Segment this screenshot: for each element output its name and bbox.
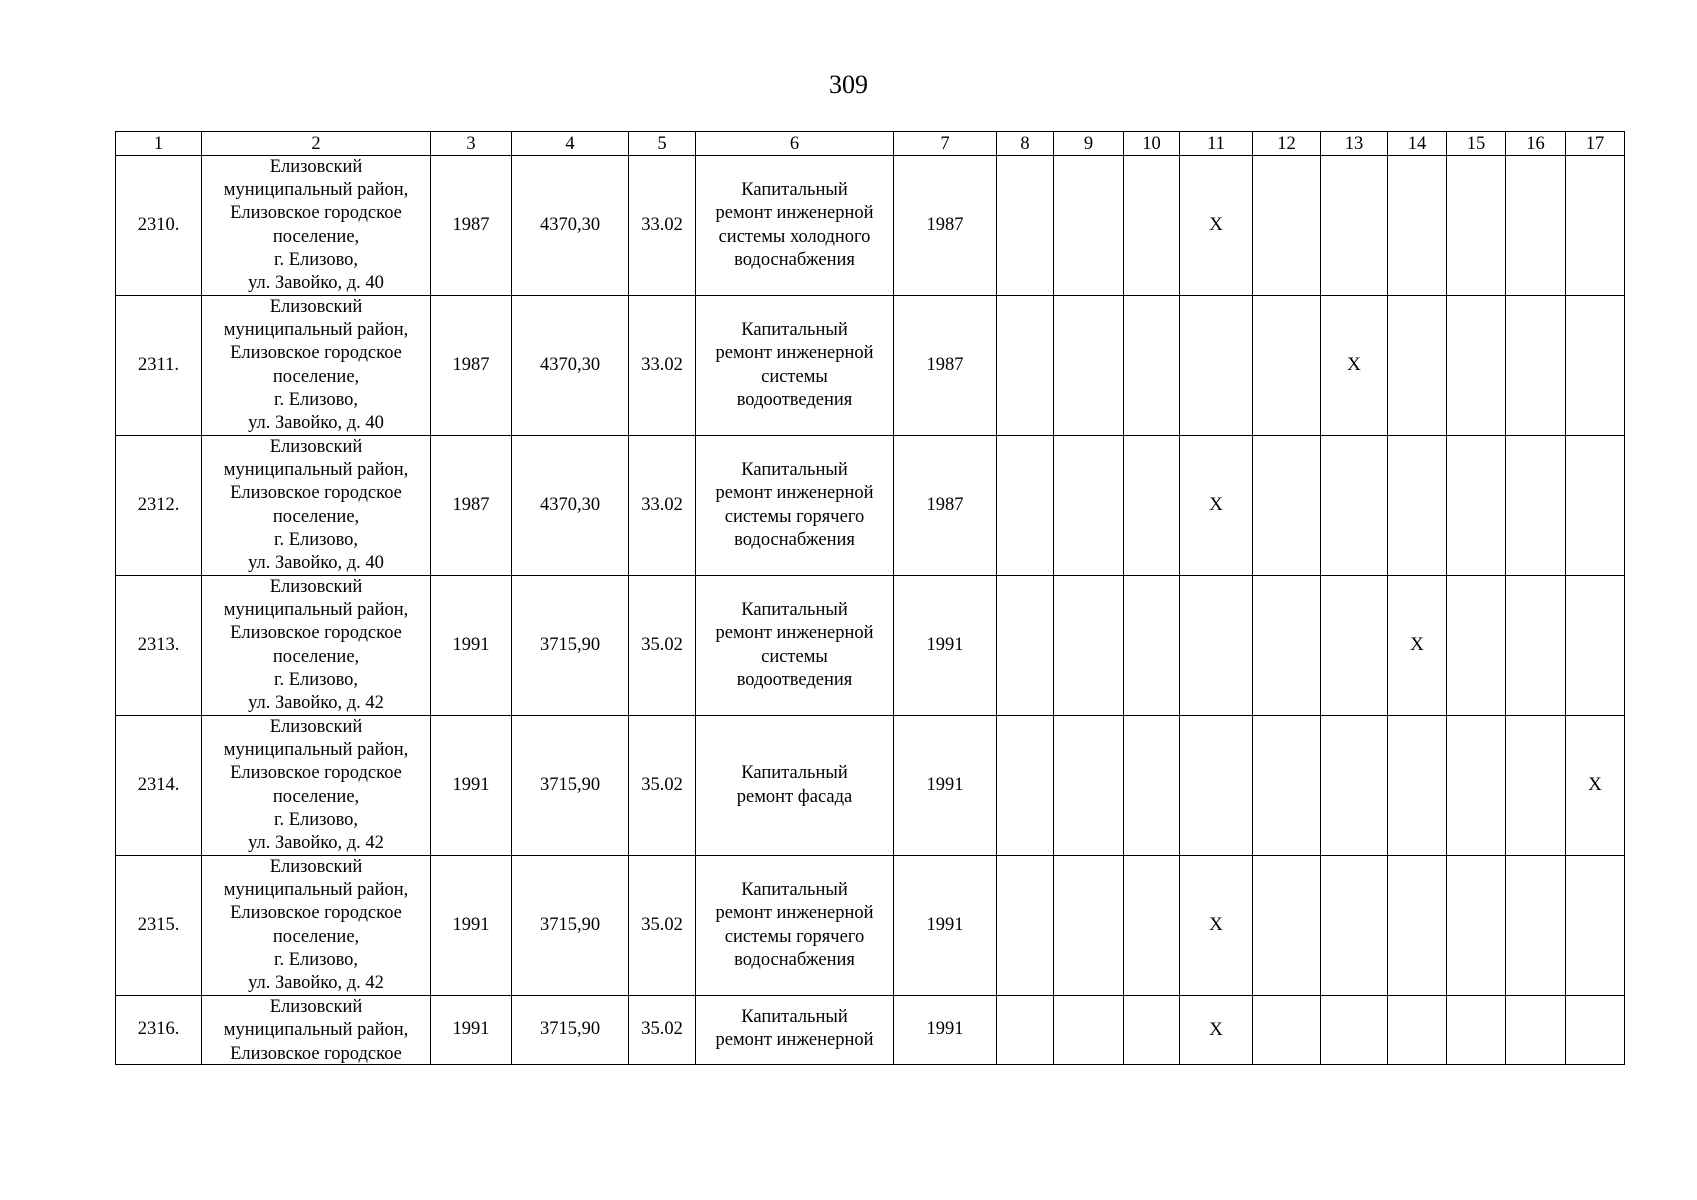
column-number-header: 17: [1566, 132, 1625, 156]
empty-cell-col-10: [1124, 996, 1180, 1065]
code-cell: 35.02: [629, 856, 696, 996]
column-number-header-row: [116, 132, 1625, 156]
empty-cell-col-11: [1180, 576, 1253, 716]
empty-cell-col-17: [1566, 296, 1625, 436]
empty-cell-col-16: [1506, 716, 1566, 856]
empty-cell-col-16: [1506, 436, 1566, 576]
empty-cell-col-17: [1566, 576, 1625, 716]
year-cell: 1987: [894, 156, 997, 296]
empty-cell-col-8: [997, 576, 1054, 716]
empty-cell-col-12: [1253, 996, 1321, 1065]
x-mark: X: [1209, 214, 1223, 236]
column-number-header: 10: [1124, 132, 1180, 156]
work-type-cell-text: Капитальный ремонт инженерной системы горячего водоснабжения: [715, 879, 874, 970]
empty-cell-col-8: [997, 856, 1054, 996]
empty-cell-col-13: [1321, 576, 1388, 716]
column-number-header: 1: [116, 132, 202, 156]
empty-cell-col-8: [997, 996, 1054, 1065]
address-cell: [202, 156, 431, 296]
address-cell-text: Елизовский муниципальный район, Елизовское городское поселение, г. Елизово, ул. Завойко, д. 40: [223, 436, 409, 574]
empty-cell-col-10: [1124, 296, 1180, 436]
page-number: 309: [829, 70, 868, 99]
empty-cell-col-14: [1388, 856, 1447, 996]
year-cell: 1991: [894, 716, 997, 856]
x-mark: X: [1347, 354, 1361, 376]
mark-cell-col-17: [1566, 716, 1625, 856]
area-cell: 3715,90: [512, 856, 629, 996]
column-number-header: 13: [1321, 132, 1388, 156]
build-year-cell: 1991: [431, 716, 512, 856]
row-number-cell: 2310.: [116, 156, 202, 296]
column-number-header: 11: [1180, 132, 1253, 156]
area-cell: 3715,90: [512, 716, 629, 856]
empty-cell-col-10: [1124, 436, 1180, 576]
code-cell: 35.02: [629, 576, 696, 716]
empty-cell-col-13: [1321, 156, 1388, 296]
empty-cell-col-8: [997, 156, 1054, 296]
empty-cell-col-15: [1447, 156, 1506, 296]
empty-cell-col-13: [1321, 436, 1388, 576]
year-cell: 1987: [894, 436, 997, 576]
row-number-cell: 2314.: [116, 716, 202, 856]
empty-cell-col-15: [1447, 576, 1506, 716]
address-cell: [202, 296, 431, 436]
address-cell-text: Елизовский муниципальный район, Елизовское городское: [223, 997, 409, 1064]
table-row: [116, 716, 1625, 856]
work-type-cell: [696, 436, 894, 576]
empty-cell-col-8: [997, 296, 1054, 436]
empty-cell-col-11: [1180, 716, 1253, 856]
build-year-cell: 1987: [431, 436, 512, 576]
table-row: [116, 576, 1625, 716]
empty-cell-col-16: [1506, 576, 1566, 716]
column-number-header: 14: [1388, 132, 1447, 156]
address-cell: [202, 576, 431, 716]
empty-cell-col-17: [1566, 996, 1625, 1065]
mark-cell-col-11: [1180, 996, 1253, 1065]
table-row: [116, 156, 1625, 296]
row-number-cell: 2313.: [116, 576, 202, 716]
empty-cell-col-17: [1566, 156, 1625, 296]
area-cell: 3715,90: [512, 996, 629, 1065]
x-mark: X: [1209, 494, 1223, 516]
year-cell: 1991: [894, 856, 997, 996]
work-type-cell-text: Капитальный ремонт инженерной: [715, 1007, 874, 1051]
work-type-cell: [696, 716, 894, 856]
empty-cell-col-10: [1124, 576, 1180, 716]
mark-cell-col-11: [1180, 436, 1253, 576]
year-cell: 1991: [894, 996, 997, 1065]
empty-cell-col-16: [1506, 156, 1566, 296]
work-type-cell: [696, 856, 894, 996]
address-cell-text: Елизовский муниципальный район, Елизовское городское поселение, г. Елизово, ул. Завойко, д. 40: [223, 296, 409, 434]
empty-cell-col-15: [1447, 436, 1506, 576]
empty-cell-col-14: [1388, 156, 1447, 296]
empty-cell-col-13: [1321, 996, 1388, 1065]
work-type-cell: [696, 996, 894, 1065]
table-row: [116, 436, 1625, 576]
empty-cell-col-9: [1054, 296, 1124, 436]
x-mark: X: [1588, 774, 1602, 796]
build-year-cell: 1991: [431, 856, 512, 996]
empty-cell-col-16: [1506, 996, 1566, 1065]
column-number-header: 5: [629, 132, 696, 156]
code-cell: 35.02: [629, 716, 696, 856]
x-mark: X: [1209, 914, 1223, 936]
work-type-cell-text: Капитальный ремонт фасада: [736, 763, 853, 807]
address-cell-text: Елизовский муниципальный район, Елизовское городское поселение, г. Елизово, ул. Завойко, д. 42: [223, 576, 409, 714]
empty-cell-col-14: [1388, 996, 1447, 1065]
table-row: [116, 296, 1625, 436]
empty-cell-col-9: [1054, 436, 1124, 576]
address-cell: [202, 436, 431, 576]
work-type-cell: [696, 576, 894, 716]
work-type-cell-text: Капитальный ремонт инженерной системы водоотведения: [715, 599, 874, 690]
work-type-cell: [696, 296, 894, 436]
code-cell: 33.02: [629, 156, 696, 296]
year-cell: 1991: [894, 576, 997, 716]
x-mark: X: [1410, 634, 1424, 656]
build-year-cell: 1987: [431, 296, 512, 436]
empty-cell-col-9: [1054, 576, 1124, 716]
row-number-cell: 2316.: [116, 996, 202, 1065]
area-cell: 4370,30: [512, 296, 629, 436]
empty-cell-col-9: [1054, 856, 1124, 996]
address-cell: [202, 996, 431, 1065]
empty-cell-col-12: [1253, 436, 1321, 576]
column-number-header: 2: [202, 132, 431, 156]
empty-cell-col-9: [1054, 716, 1124, 856]
empty-cell-col-13: [1321, 716, 1388, 856]
empty-cell-col-9: [1054, 156, 1124, 296]
mark-cell-col-13: [1321, 296, 1388, 436]
empty-cell-col-16: [1506, 856, 1566, 996]
empty-cell-col-17: [1566, 436, 1625, 576]
register-table: [115, 131, 1625, 1065]
address-cell-text: Елизовский муниципальный район, Елизовское городское поселение, г. Елизово, ул. Завойко, д. 42: [223, 716, 409, 854]
code-cell: 33.02: [629, 436, 696, 576]
empty-cell-col-10: [1124, 716, 1180, 856]
work-type-cell: [696, 156, 894, 296]
row-number-cell: 2312.: [116, 436, 202, 576]
empty-cell-col-12: [1253, 856, 1321, 996]
table-row: [116, 996, 1625, 1065]
empty-cell-col-12: [1253, 716, 1321, 856]
column-number-header: 8: [997, 132, 1054, 156]
row-number-cell: 2315.: [116, 856, 202, 996]
empty-cell-col-9: [1054, 996, 1124, 1065]
empty-cell-col-14: [1388, 716, 1447, 856]
empty-cell-col-10: [1124, 856, 1180, 996]
code-cell: 33.02: [629, 296, 696, 436]
address-cell: [202, 716, 431, 856]
area-cell: 4370,30: [512, 156, 629, 296]
empty-cell-col-15: [1447, 856, 1506, 996]
empty-cell-col-8: [997, 716, 1054, 856]
empty-cell-col-13: [1321, 856, 1388, 996]
year-cell: 1987: [894, 296, 997, 436]
table-row: [116, 856, 1625, 996]
code-cell: 35.02: [629, 996, 696, 1065]
empty-cell-col-12: [1253, 156, 1321, 296]
empty-cell-col-15: [1447, 296, 1506, 436]
empty-cell-col-15: [1447, 716, 1506, 856]
build-year-cell: 1991: [431, 576, 512, 716]
work-type-cell-text: Капитальный ремонт инженерной системы водоотведения: [715, 319, 874, 410]
empty-cell-col-12: [1253, 576, 1321, 716]
empty-cell-col-15: [1447, 996, 1506, 1065]
empty-cell-col-8: [997, 436, 1054, 576]
x-mark: X: [1209, 1018, 1223, 1040]
column-number-header: 16: [1506, 132, 1566, 156]
build-year-cell: 1991: [431, 996, 512, 1065]
empty-cell-col-11: [1180, 296, 1253, 436]
mark-cell-col-11: [1180, 856, 1253, 996]
column-number-header: 6: [696, 132, 894, 156]
empty-cell-col-17: [1566, 856, 1625, 996]
register-table-body: [116, 132, 1625, 1065]
column-number-header: 9: [1054, 132, 1124, 156]
work-type-cell-text: Капитальный ремонт инженерной системы холодного водоснабжения: [715, 179, 874, 270]
empty-cell-col-14: [1388, 436, 1447, 576]
address-cell: [202, 856, 431, 996]
empty-cell-col-12: [1253, 296, 1321, 436]
column-number-header: 15: [1447, 132, 1506, 156]
empty-cell-col-14: [1388, 296, 1447, 436]
empty-cell-col-16: [1506, 296, 1566, 436]
column-number-header: 7: [894, 132, 997, 156]
empty-cell-col-10: [1124, 156, 1180, 296]
address-cell-text: Елизовский муниципальный район, Елизовское городское поселение, г. Елизово, ул. Завойко, д. 40: [223, 156, 409, 294]
address-cell-text: Елизовский муниципальный район, Елизовское городское поселение, г. Елизово, ул. Завойко, д. 42: [223, 856, 409, 994]
work-type-cell-text: Капитальный ремонт инженерной системы горячего водоснабжения: [715, 459, 874, 550]
mark-cell-col-11: [1180, 156, 1253, 296]
column-number-header: 12: [1253, 132, 1321, 156]
mark-cell-col-14: [1388, 576, 1447, 716]
column-number-header: 3: [431, 132, 512, 156]
area-cell: 4370,30: [512, 436, 629, 576]
area-cell: 3715,90: [512, 576, 629, 716]
column-number-header: 4: [512, 132, 629, 156]
row-number-cell: 2311.: [116, 296, 202, 436]
build-year-cell: 1987: [431, 156, 512, 296]
